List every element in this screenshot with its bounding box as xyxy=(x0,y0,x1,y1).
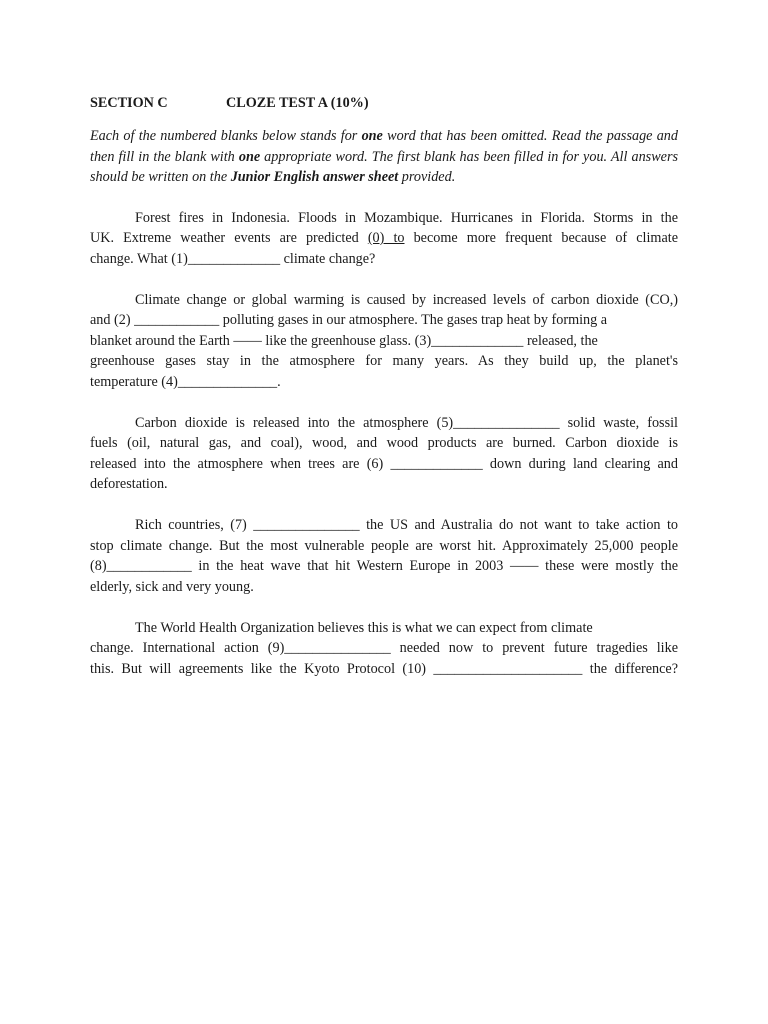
paragraph-5 xyxy=(90,618,678,680)
text-line: change. What (1)_____________ climate change? xyxy=(90,250,376,267)
text-line: change. International action (9)_______________ needed now to prevent future tragedies like xyxy=(90,640,678,656)
text-line xyxy=(90,228,678,249)
text-line: Carbon dioxide is released into the atmosphere (5)_______________ solid waste, fossil xyxy=(135,414,678,431)
text-line: The World Health Organization believes this is what we can expect from climate xyxy=(135,619,593,636)
instructions-text: provided. xyxy=(398,169,456,185)
example-answer: (0) to xyxy=(367,230,405,246)
instructions-emphasis: one xyxy=(361,128,383,144)
text-segment: UK. Extreme weather events are predicted xyxy=(90,230,368,246)
text-line: Climate change or global warming is caused by increased levels of carbon dioxide (CO,) xyxy=(135,291,678,308)
paragraph-4 xyxy=(90,515,678,597)
section-heading xyxy=(90,93,678,115)
instructions-emphasis: one xyxy=(238,148,261,165)
paragraph-3 xyxy=(90,413,678,495)
test-title: CLOZE TEST A (10%) xyxy=(226,95,369,111)
text-line: and (2) ____________ polluting gases in our atmosphere. The gases trap heat by forming a xyxy=(90,312,608,328)
text-line: Rich countries, (7) _______________ the US and Australia do not want to take action to xyxy=(135,517,678,533)
text-line: temperature (4)______________. xyxy=(90,373,281,390)
text-line: elderly, sick and very young. xyxy=(90,578,254,595)
text-line: greenhouse gases stay in the atmosphere for many years. As they build up, the planet's xyxy=(90,353,678,369)
document-page xyxy=(90,93,678,700)
answer-sheet-name: Junior English answer sheet xyxy=(230,169,399,185)
text-line: deforestation. xyxy=(90,476,168,492)
text-line: Forest fires in Indonesia. Floods in Mozambique. Hurricanes in Florida. Storms in the xyxy=(135,209,678,226)
instructions-text: appropriate word. The first blank has been filled in for you. All answers should be written on the xyxy=(90,148,678,185)
text-segment: become more frequent because of climate xyxy=(404,230,678,246)
text-line: blanket around the Earth —— like the greenhouse glass. (3)_____________ released, the xyxy=(90,332,598,349)
text-line: released into the atmosphere when trees are (6) _____________ down during land clearing and xyxy=(90,455,678,472)
instructions-text: word that has been omitted. Read the passage and then fill in the blank with xyxy=(90,128,678,165)
paragraph-1 xyxy=(90,208,678,270)
section-label: SECTION C xyxy=(90,95,168,111)
text-line: (8)____________ in the heat wave that hit Western Europe in 2003 —— these were mostly the xyxy=(90,558,678,574)
text-line: this. But will agreements like the Kyoto Protocol (10) _____________________ the difference? xyxy=(90,660,678,677)
text-line: fuels (oil, natural gas, and coal), wood, and wood products are burned. Carbon dioxide is xyxy=(90,435,678,451)
text-line: stop climate change. But the most vulnerable people are worst hit. Approximately 25,000 people xyxy=(90,537,678,554)
instructions-text: Each of the numbered blanks below stands for xyxy=(90,128,362,144)
instructions xyxy=(90,126,678,188)
paragraph-2 xyxy=(90,290,678,393)
